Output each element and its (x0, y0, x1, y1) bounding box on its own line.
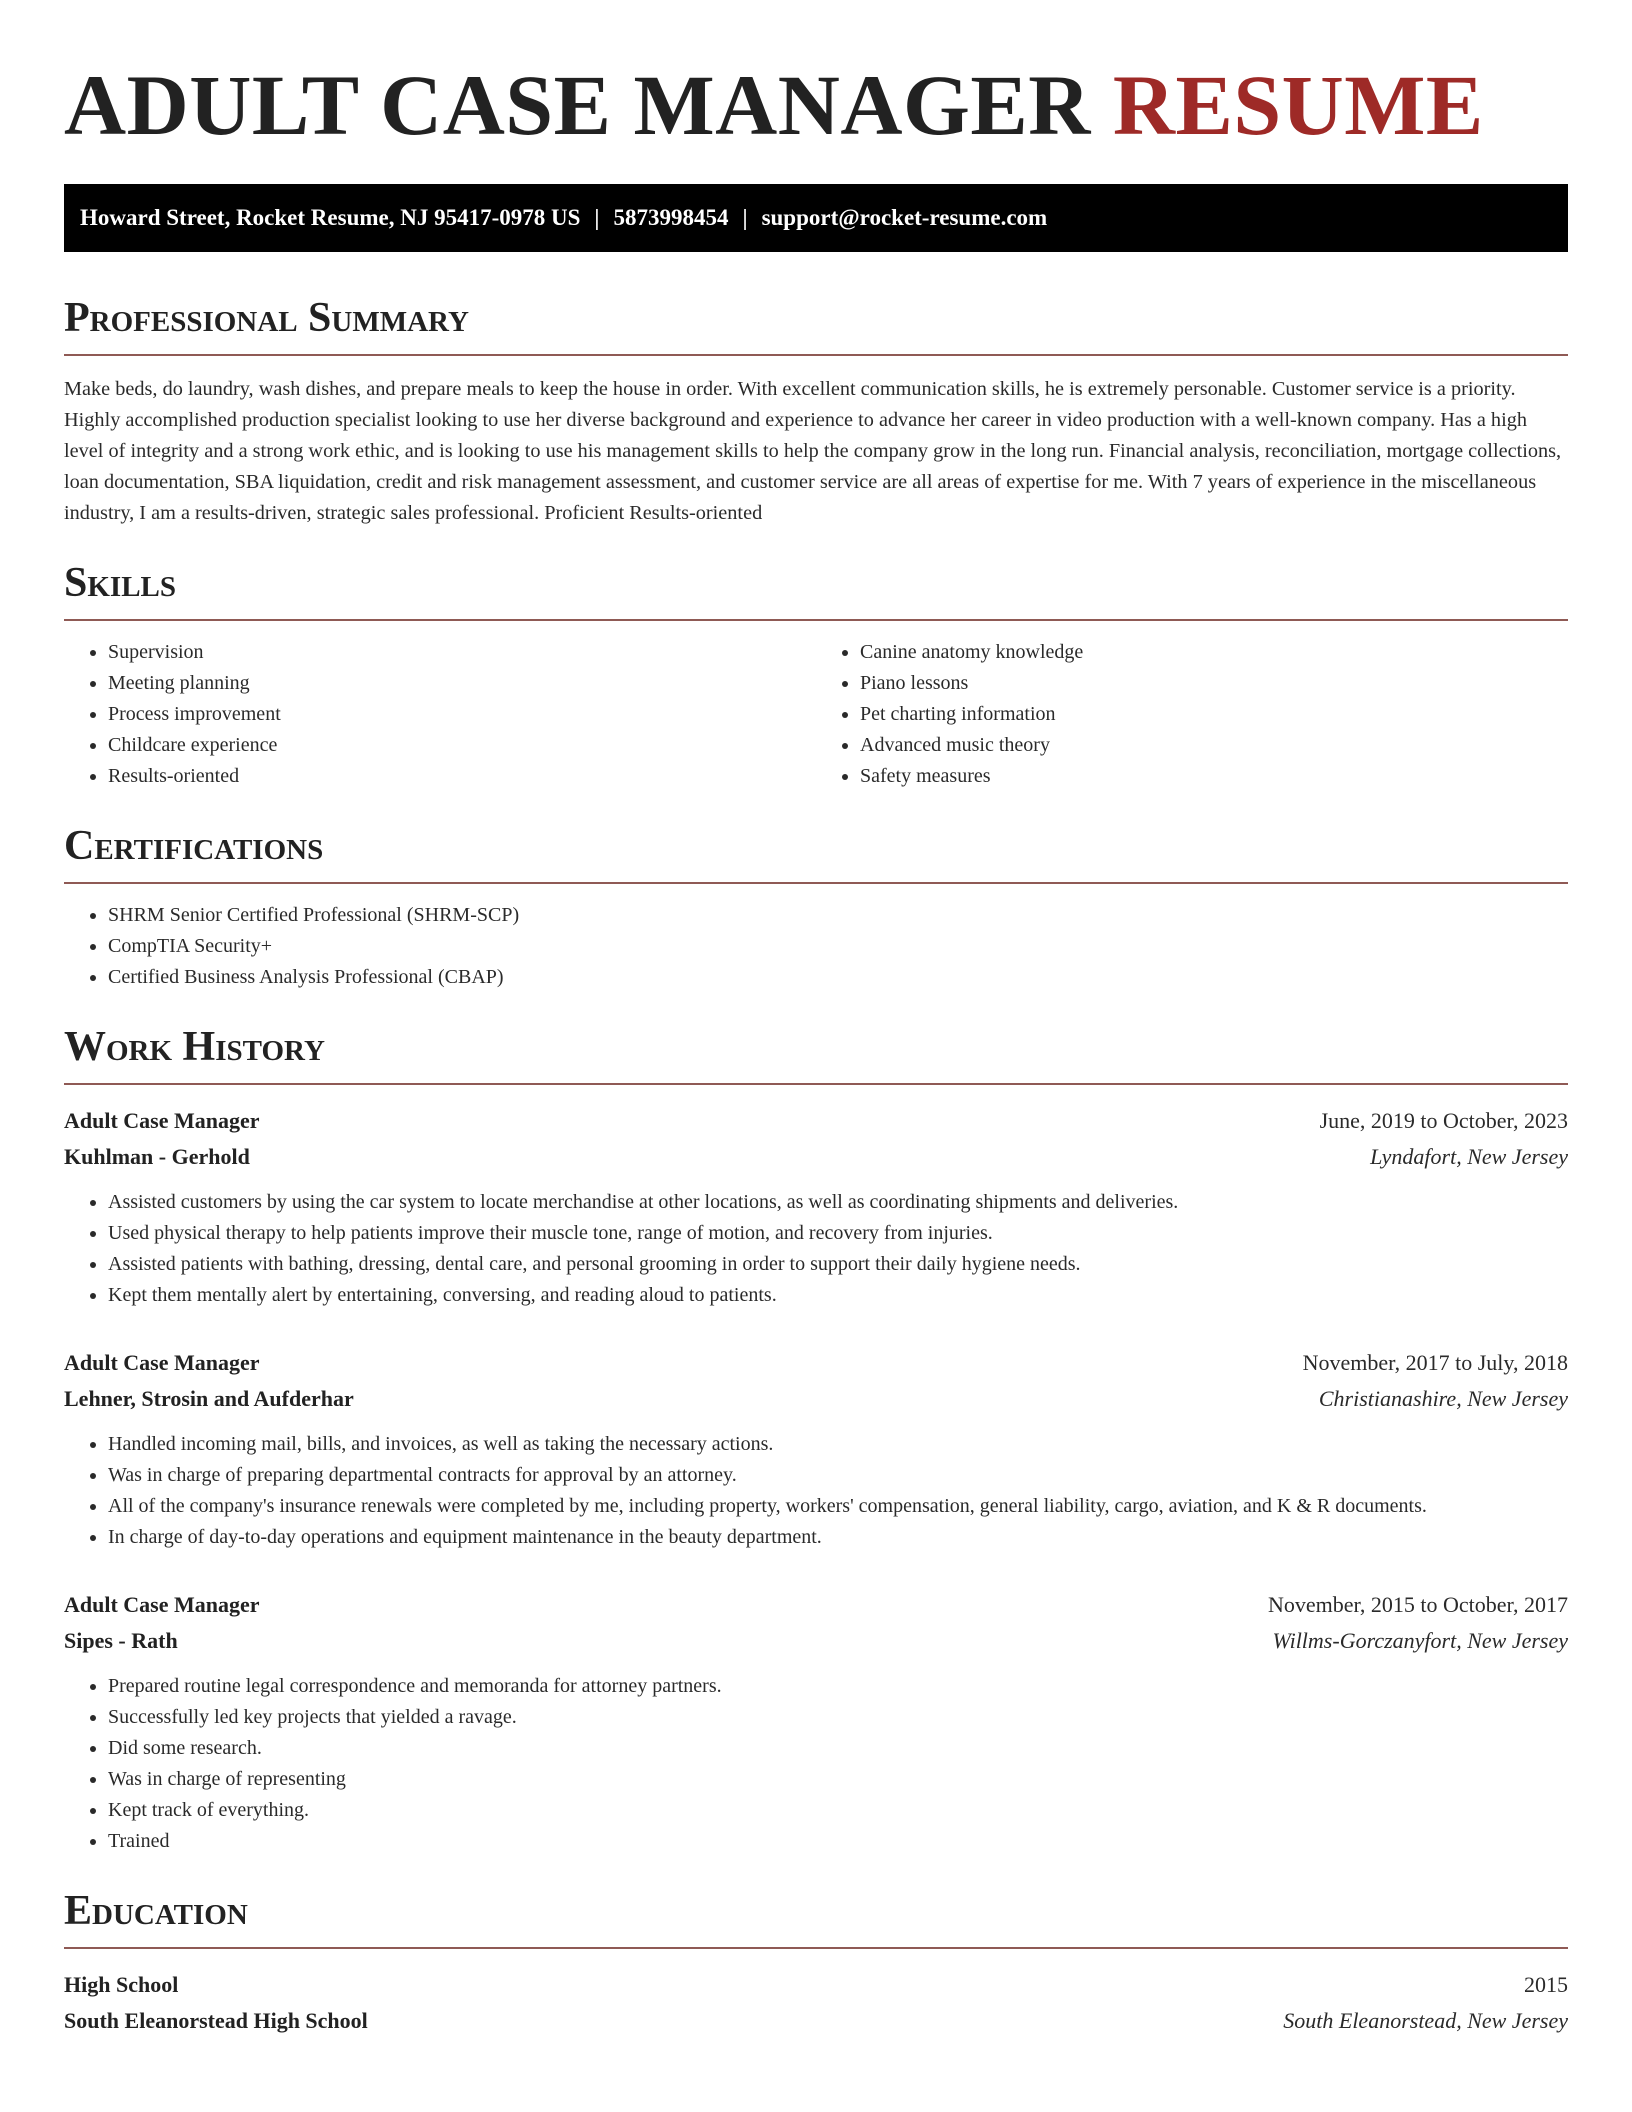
job-company-row (64, 1623, 1568, 1659)
job-dates: November, 2015 to October, 2017 (1267, 1592, 1568, 1617)
job-entry (64, 1103, 1568, 1311)
contact-separator: | (742, 205, 748, 230)
summary-text: Make beds, do laundry, wash dishes, and prepare meals to keep the house in order. With excellent communication skills, he is extremely personable. Customer service is a priority. Highly accomplished production specialist looking to use her diverse background and experience to advance her career in video production with a well-known company. Has a high level of integrity and a strong work ethic, and is looking to use his management skills to help the company grow in the long run. Financial analysis, reconciliation, mortgage collections, loan documentation, SBA liquidation, credit and risk management assessment, and customer service are all areas of expertise for me. With 7 years of experience in the miscellaneous industry, I am a results-driven, strategic sales professional. Proficient Results-oriented (64, 378, 1562, 524)
skill-item: • Safety measures (860, 761, 1568, 792)
job-header-row (64, 1345, 1568, 1381)
summary-section (64, 294, 1568, 529)
job-duty: • In charge of day-to-day operations and equipment maintenance in the beauty department. (108, 1522, 1568, 1553)
resume-title (64, 50, 1568, 160)
job-company-row (64, 1381, 1568, 1417)
job-duty: • Was in charge of representing (108, 1764, 1568, 1795)
skill-item: • Childcare experience (108, 730, 816, 761)
skill-item: • Piano lessons (860, 668, 1568, 699)
certification-item: • SHRM Senior Certified Professional (SHRM-SCP) (108, 900, 1568, 931)
job-duty: • Trained (108, 1826, 1568, 1857)
certification-item: • CompTIA Security+ (108, 931, 1568, 962)
skill-item: • Supervision (108, 637, 816, 668)
job-duty: • Kept track of everything. (108, 1795, 1568, 1826)
job-entry (64, 1587, 1568, 1857)
job-company: Lehner, Strosin and Aufderhar (64, 1386, 354, 1411)
education-degree: High School (64, 1972, 179, 1997)
skills-left-list (64, 637, 816, 792)
job-duty: • Assisted patients with bathing, dressing, dental care, and personal grooming in order to support their daily hygiene needs. (108, 1249, 1568, 1280)
job-duties-list (64, 1187, 1568, 1311)
contact-separator: | (594, 205, 600, 230)
skill-item: • Results-oriented (108, 761, 816, 792)
job-duty: • Used physical therapy to help patients improve their muscle tone, range of motion, and recovery from injuries. (108, 1218, 1568, 1249)
job-title: Adult Case Manager (64, 1108, 260, 1133)
skills-heading: Skills (64, 559, 1568, 621)
skills-section (64, 559, 1568, 792)
certifications-list (64, 900, 1568, 993)
job-duty: • All of the company's insurance renewals were completed by me, including property, workers' compensation, general liability, cargo, aviation, and K & R documents. (108, 1491, 1568, 1522)
skill-item: • Canine anatomy knowledge (860, 637, 1568, 668)
skill-item: • Process improvement (108, 699, 816, 730)
certifications-heading: Certifications (64, 822, 1568, 884)
skill-item: • Advanced music theory (860, 730, 1568, 761)
job-dates: June, 2019 to October, 2023 (1319, 1108, 1568, 1133)
job-company: Sipes - Rath (64, 1628, 178, 1653)
work-history-section (64, 1023, 1568, 1857)
contact-email: support@rocket-resume.com (761, 205, 1048, 230)
skills-right-list (816, 637, 1568, 792)
job-duty: • Prepared routine legal correspondence and memoranda for attorney partners. (108, 1671, 1568, 1702)
contact-address: Howard Street, Rocket Resume, NJ 95417-0978 US (80, 205, 581, 230)
education-school: South Eleanorstead High School (64, 2008, 368, 2033)
education-school-row (64, 2003, 1568, 2039)
education-entry (64, 1967, 1568, 2039)
job-title: Adult Case Manager (64, 1592, 260, 1617)
job-company: Kuhlman - Gerhold (64, 1144, 250, 1169)
education-location: South Eleanorstead, New Jersey (1283, 2008, 1568, 2033)
contact-phone: 5873998454 (613, 205, 729, 230)
job-duty: • Kept them mentally alert by entertaining, conversing, and reading aloud to patients. (108, 1280, 1568, 1311)
certification-item: • Certified Business Analysis Professional (CBAP) (108, 962, 1568, 993)
job-duty: • Did some research. (108, 1733, 1568, 1764)
summary-heading: Professional Summary (64, 294, 1568, 356)
skill-item: • Pet charting information (860, 699, 1568, 730)
contact-bar (64, 184, 1568, 252)
resume-title-accent: RESUME (1112, 57, 1484, 153)
job-company-row (64, 1139, 1568, 1175)
skills-grid (64, 637, 1568, 792)
education-degree-row (64, 1967, 1568, 2003)
job-duty: • Successfully led key projects that yielded a ravage. (108, 1702, 1568, 1733)
job-duties-list (64, 1671, 1568, 1857)
job-location: Christianashire, New Jersey (1318, 1386, 1568, 1411)
job-dates: November, 2017 to July, 2018 (1302, 1350, 1568, 1375)
job-duties-list (64, 1429, 1568, 1553)
job-title: Adult Case Manager (64, 1350, 260, 1375)
work-history-heading: Work History (64, 1023, 1568, 1085)
certifications-section (64, 822, 1568, 993)
skill-item: • Meeting planning (108, 668, 816, 699)
job-header-row (64, 1103, 1568, 1139)
education-heading: Education (64, 1887, 1568, 1949)
job-location: Lyndafort, New Jersey (1370, 1144, 1568, 1169)
job-header-row (64, 1587, 1568, 1623)
education-year: 2015 (1524, 1972, 1568, 1997)
job-duty: • Assisted customers by using the car system to locate merchandise at other locations, as well as coordinating shipments and deliveries. (108, 1187, 1568, 1218)
job-location: Willms-Gorczanyfort, New Jersey (1272, 1628, 1568, 1653)
resume-title-main: ADULT CASE MANAGER (64, 57, 1091, 153)
education-section (64, 1887, 1568, 2039)
job-duty: • Was in charge of preparing departmental contracts for approval by an attorney. (108, 1460, 1568, 1491)
job-entry (64, 1345, 1568, 1553)
job-duty: • Handled incoming mail, bills, and invoices, as well as taking the necessary actions. (108, 1429, 1568, 1460)
